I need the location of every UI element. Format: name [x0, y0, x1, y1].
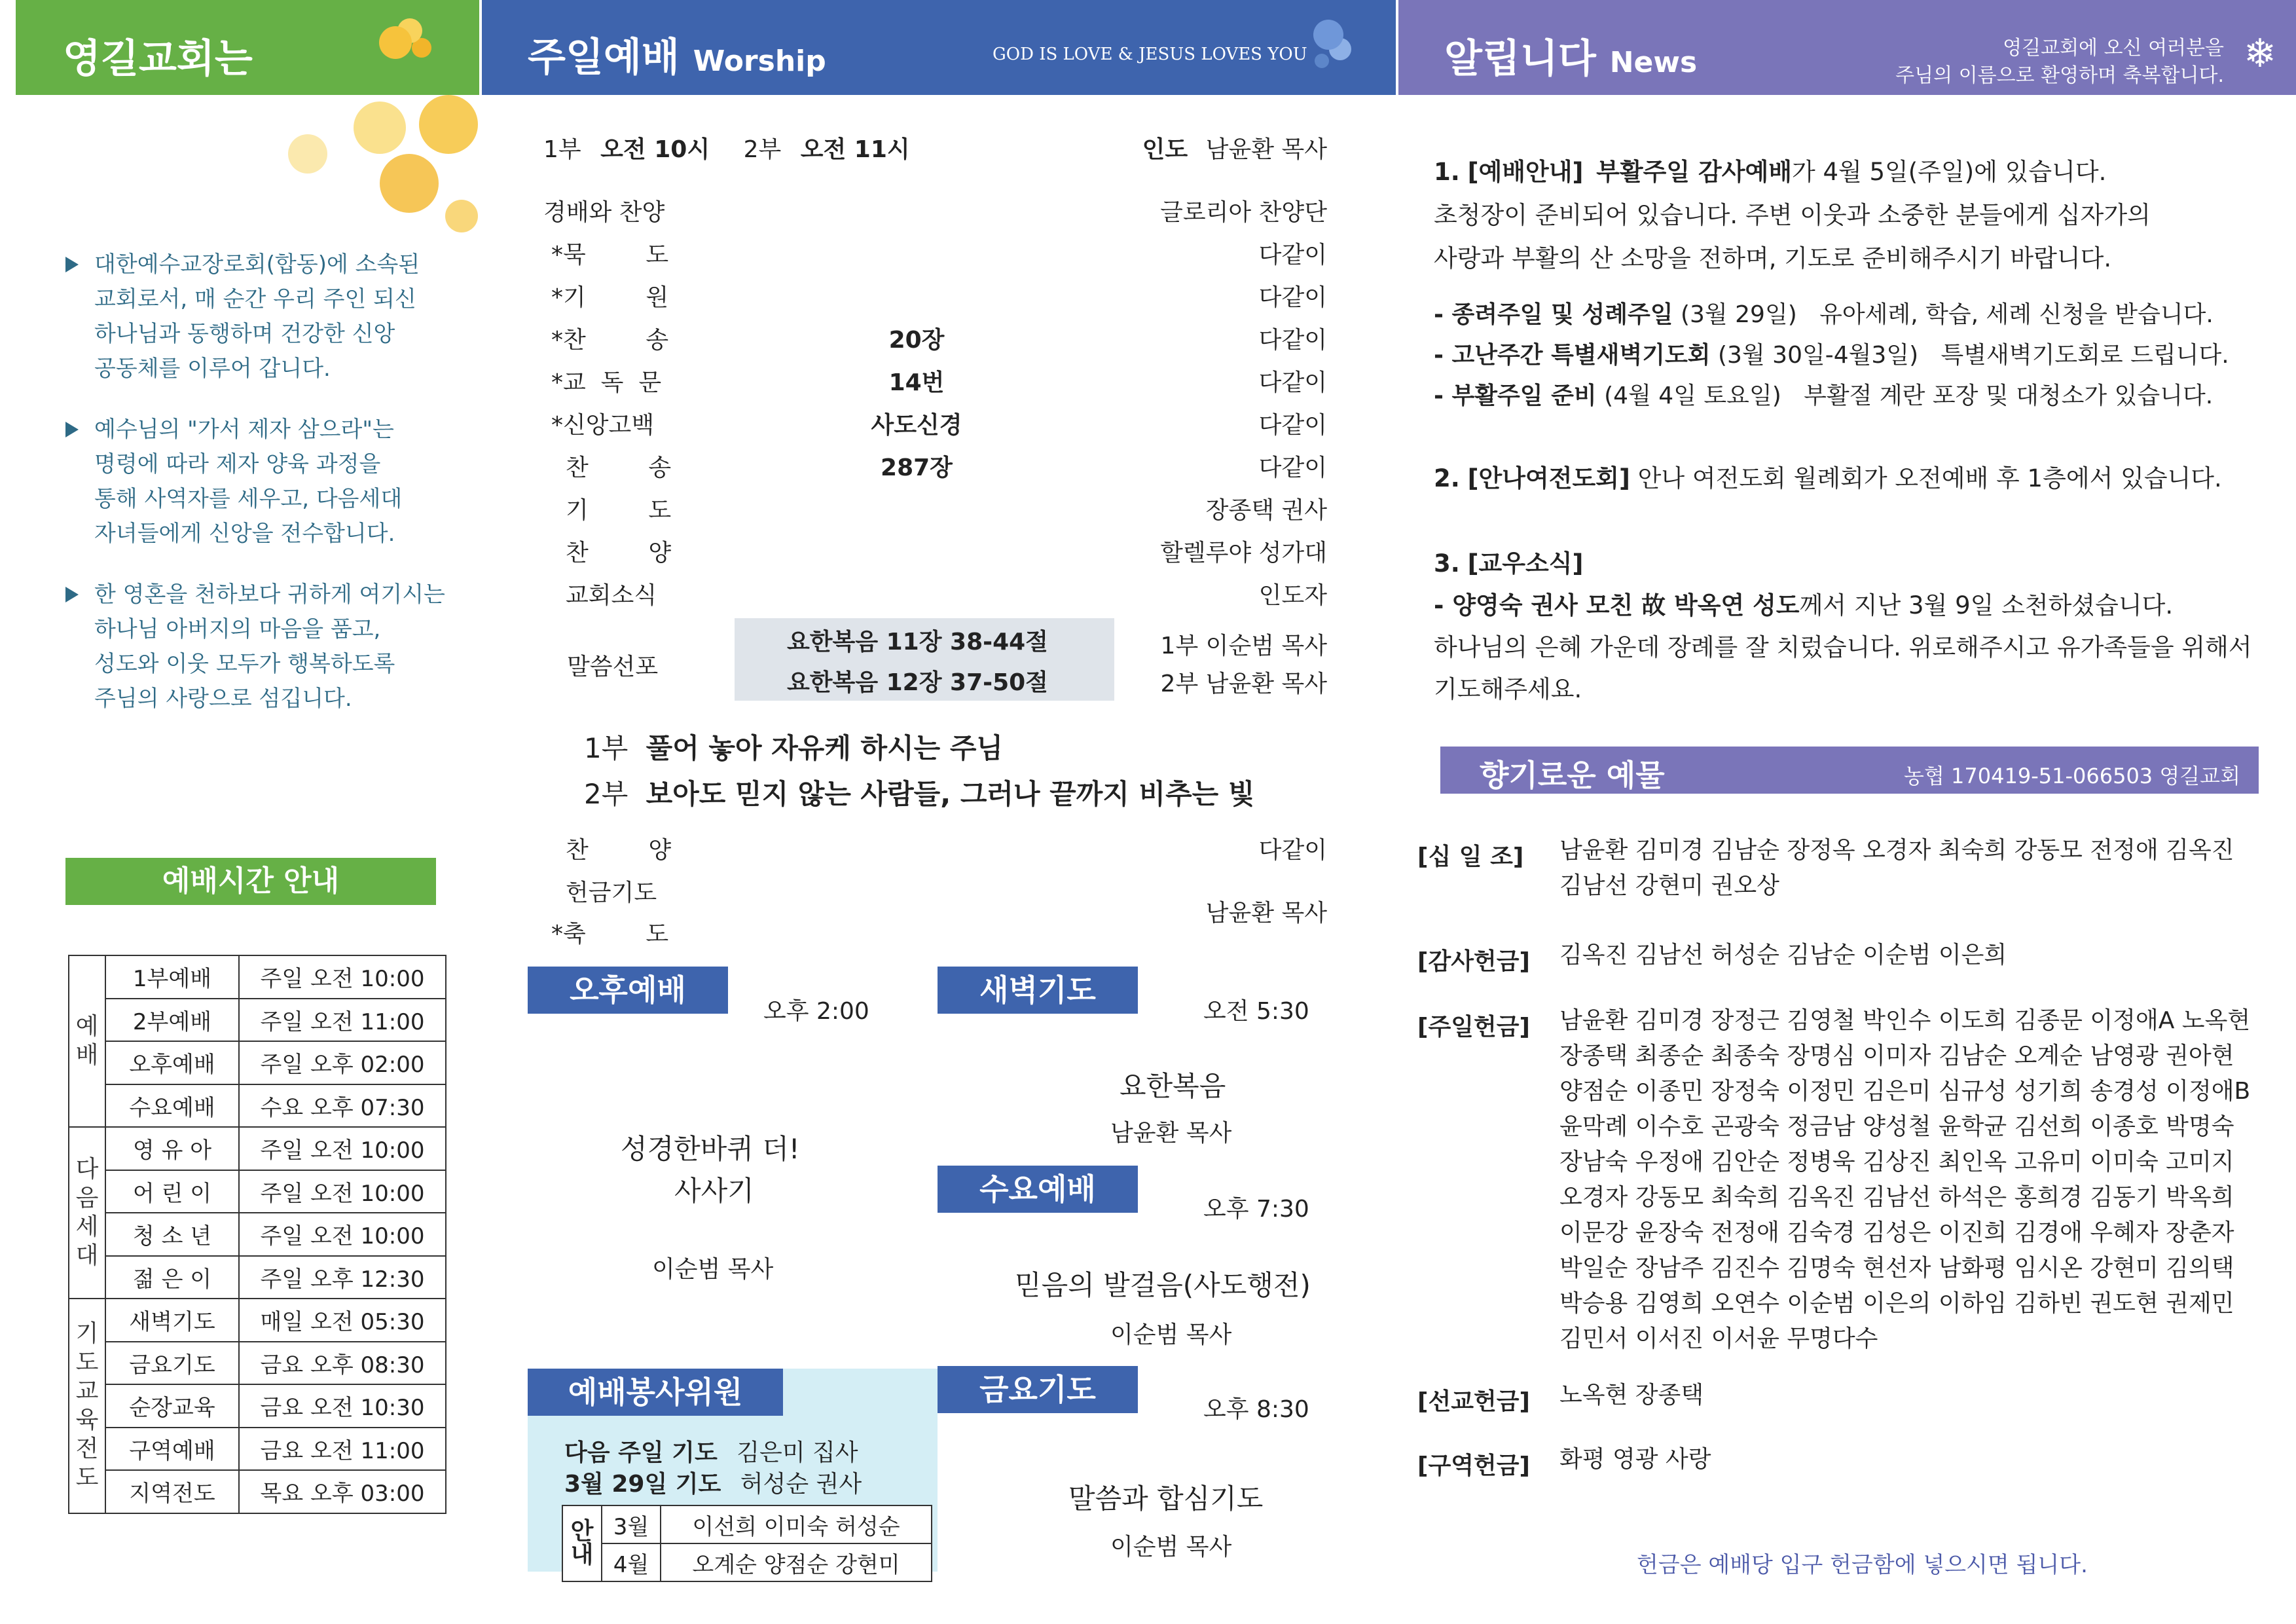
schedule-time: 주일 오전 10:00	[239, 1170, 446, 1213]
guide-label: 안 내	[562, 1505, 602, 1581]
schedule-service: 영 유 아	[105, 1127, 239, 1170]
news3-line: 기도해주세요.	[1434, 675, 1582, 703]
welcome-line-2: 주님의 이름으로 환영하며 축복합니다.	[1895, 64, 2224, 87]
next-prayer	[564, 1434, 858, 1467]
schedule-row	[69, 1384, 446, 1428]
guide-month: 3월	[602, 1505, 661, 1543]
sermon-title-2	[584, 773, 1254, 812]
welcome-line-1: 영길교회에 오신 여러분을	[2003, 37, 2224, 60]
bullet-line: 하나님 아버지의 마음을 품고,	[94, 616, 381, 642]
offering-names-line: 김민서 이서진 이서윤 무명다수	[1559, 1325, 1878, 1352]
offering-names	[1559, 1003, 2280, 1357]
right-header-en: News	[1609, 46, 1698, 79]
order-item: *신앙고백	[551, 412, 655, 439]
middle-header-motto: GOD IS LOVE & JESUS LOVES YOU	[993, 45, 1307, 64]
schedule-row	[69, 1041, 446, 1084]
offering-names-line: 남윤환 김미경 장정근 김영철 박인수 이도희 김종문 이정애A 노옥현	[1559, 1007, 2251, 1034]
afternoon-line2: 사사기	[674, 1175, 754, 1207]
schedule-service: 젊 은 이	[105, 1256, 239, 1299]
closing-who-1: 다같이	[1258, 837, 1327, 864]
sermon-title-1	[584, 727, 1003, 766]
offering-names-line: 장종택 최종순 최종숙 장명심 이미자 김남순 오계순 남영광 권아현	[1559, 1043, 2234, 1069]
bullet-line: 통해 사역자를 세우고, 다음세대	[94, 486, 403, 512]
friday-title: 금요기도	[938, 1366, 1138, 1413]
order-who: 다같이	[1258, 412, 1327, 439]
dawn-pastor: 남윤환 목사	[1110, 1120, 1232, 1147]
news-num: 3.	[1434, 549, 1460, 578]
offering-names-line: 남윤환 김미경 김남순 장정옥 오경자 최숙희 강동모 전정애 김옥진	[1559, 837, 2234, 864]
schedule-group-label: 기 도 교 육 전 도	[69, 1299, 105, 1513]
middle-header-en: Worship	[693, 45, 826, 78]
schedule-service: 청 소 년	[105, 1213, 239, 1256]
guide-month: 4월	[602, 1543, 661, 1581]
bullet-line: 예수님의 "가서 제자 삼으라"는	[94, 416, 394, 443]
date-prayer-name: 허성순 권사	[740, 1471, 862, 1498]
schedule-service: 1부예배	[105, 955, 239, 999]
schedule-row	[69, 1213, 446, 1256]
left-header-title: 영길교회는	[63, 36, 253, 82]
order-who: 글로리아 찬양단	[1160, 199, 1327, 226]
schedule-row	[69, 999, 446, 1042]
schedule-time: 금요 오전 11:00	[239, 1428, 446, 1471]
offering-names	[1559, 1442, 2280, 1477]
intro-bullet-text	[94, 248, 474, 386]
schedule-time: 주일 오후 12:30	[239, 1256, 446, 1299]
schedule-service: 수요예배	[105, 1084, 239, 1128]
offering-names-line: 이문강 윤장숙 전정애 김숙경 김성은 이진희 김경애 우혜자 장춘자	[1559, 1219, 2234, 1246]
order-content: 287장	[881, 454, 953, 481]
afternoon-title: 오후예배	[528, 967, 728, 1014]
scripture-1: 요한복음 11장 38-44절	[787, 629, 1048, 655]
intro-bullet-text	[94, 578, 474, 716]
offering-label: [십 일 조]	[1417, 843, 1524, 870]
offering-names-line: 박승용 김영희 오연수 이순범 이은의 이하임 김하빈 권도현 권제민	[1559, 1290, 2234, 1317]
schedule-time: 매일 오전 05:30	[239, 1299, 446, 1342]
schedule-service: 순장교육	[105, 1384, 239, 1428]
schedule-time: 주일 오전 10:00	[239, 955, 446, 999]
middle-header-ko: 주일예배	[528, 35, 680, 81]
order-item: 기 도	[566, 497, 672, 524]
order-item: 경배와 찬양	[543, 199, 665, 226]
triangle-bullet-icon	[65, 587, 79, 602]
order-who: 다같이	[1258, 327, 1327, 354]
wednesday-title: 수요예배	[938, 1166, 1138, 1213]
blue-flower-icon	[1313, 20, 1343, 50]
news3-head	[1434, 544, 1583, 579]
schedule-table	[68, 955, 446, 1514]
news1-item	[1434, 377, 2213, 411]
order-who: 다같이	[1258, 369, 1327, 396]
schedule-time: 수요 오후 07:30	[239, 1084, 446, 1128]
closing-item-1: 찬 양	[566, 837, 672, 864]
offering-names-line: 박일순 장남주 김진수 김명숙 현선자 남화평 임시온 강현미 김의택	[1559, 1255, 2234, 1282]
schedule-service: 금요기도	[105, 1342, 239, 1385]
news3-line: 하나님의 은혜 가운데 장례를 잘 치렀습니다. 위로해주시고 유가족들을 위해서	[1434, 633, 2252, 661]
schedule-row	[69, 1342, 446, 1385]
flower-icon	[445, 200, 478, 232]
dawn-title: 새벽기도	[938, 967, 1138, 1014]
schedule-service: 지역전도	[105, 1470, 239, 1513]
offering-names	[1559, 833, 2280, 904]
news-item-bold: - 부활주일 준비	[1434, 382, 1597, 409]
news-rest: 가 4월 5일(주일)에 있습니다.	[1791, 158, 2107, 186]
news-tag: [예배안내]	[1467, 158, 1584, 186]
bullet-line: 하나님과 동행하며 건강한 신앙	[94, 321, 395, 347]
middle-header-title	[528, 26, 826, 83]
order-who: 다같이	[1258, 242, 1327, 268]
servants-title: 예배봉사위원	[528, 1369, 783, 1416]
schedule-service: 오후예배	[105, 1041, 239, 1084]
service-times	[543, 131, 910, 164]
schedule-row	[69, 1127, 446, 1170]
flower-icon	[354, 101, 406, 154]
bullet-line: 명령에 따라 제자 양육 과정을	[94, 451, 381, 477]
snowflake-icon: ❄	[2243, 31, 2276, 77]
offering-names-line: 김남선 강현미 권오상	[1559, 872, 1779, 899]
news-item-rest: 께서 지난 3월 9일 소천하셨습니다.	[1799, 591, 2174, 619]
schedule-time: 금요 오전 10:30	[239, 1384, 446, 1428]
scripture-box	[735, 618, 1114, 701]
news-item-bold: - 양영숙 권사 모친 故 박옥연 성도	[1434, 591, 1800, 619]
schedule-row	[69, 1470, 446, 1513]
date-prayer	[564, 1466, 862, 1499]
triangle-bullet-icon	[65, 257, 79, 272]
bullet-line: 공동체를 이루어 갑니다.	[94, 356, 331, 382]
news-num: 2.	[1434, 464, 1460, 492]
schedule-service: 새벽기도	[105, 1299, 239, 1342]
order-content: 20장	[888, 327, 945, 354]
offering-names-line: 장남숙 우정애 김안순 정병욱 김상진 최인옥 고유미 이미숙 고미지	[1559, 1149, 2234, 1175]
bullet-line: 주님의 사랑으로 섬깁니다.	[94, 686, 352, 712]
closing-item-2: 헌금기도	[566, 879, 657, 906]
guide-names: 이선희 이미숙 허성순	[661, 1505, 932, 1543]
schedule-row	[69, 1428, 446, 1471]
schedule-group-label: 예 배	[69, 955, 105, 1127]
schedule-time: 주일 오전 11:00	[239, 999, 446, 1042]
bullet-line: 자녀들에게 신앙을 전수합니다.	[94, 521, 395, 547]
offering-header	[1440, 747, 2259, 794]
afternoon-time: 오후 2:00	[763, 998, 869, 1025]
schedule-time: 주일 오전 10:00	[239, 1213, 446, 1256]
left-header	[16, 0, 479, 95]
schedule-title: 예배시간 안내	[65, 858, 436, 905]
friday-pastor: 이순범 목사	[1110, 1534, 1232, 1560]
schedule-time: 주일 오후 02:00	[239, 1041, 446, 1084]
worship-leader	[1142, 131, 1327, 164]
sermon-title: 보아도 믿지 않는 사람들, 그러나 끝까지 비추는 빛	[646, 778, 1255, 810]
next-prayer-label: 다음 주일 기도	[564, 1439, 718, 1466]
news1-head	[1434, 152, 2106, 187]
offering-label: [감사헌금]	[1417, 948, 1531, 975]
order-who: 다같이	[1258, 284, 1327, 311]
offering-names-line: 김옥진 김남선 허성순 김남순 이순범 이은희	[1559, 942, 2007, 969]
offering-label: [구역헌금]	[1417, 1452, 1531, 1479]
news-item-bold: - 고난주간 특별새벽기도회	[1434, 342, 1711, 369]
order-who: 장종택 권사	[1205, 497, 1327, 524]
part1-label: 1부	[543, 136, 581, 163]
news-event: 부활주일 감사예배	[1596, 158, 1792, 186]
flower-icon	[288, 134, 327, 174]
sermon-label: 말씀선포	[567, 654, 659, 680]
schedule-group-label: 다 음 세 대	[69, 1127, 105, 1299]
sermon-title: 풀어 놓아 자유케 하시는 주님	[646, 732, 1004, 764]
guide-table	[562, 1505, 932, 1582]
news3-item	[1434, 585, 2173, 621]
order-who: 다같이	[1258, 454, 1327, 481]
scripture-2: 요한복음 12장 37-50절	[787, 669, 1048, 696]
sermon-part: 1부	[584, 732, 629, 764]
news-item-rest: (4월 4일 토요일) 부활절 계란 포장 및 대청소가 있습니다.	[1596, 382, 2214, 409]
bullet-line: 한 영혼을 천하보다 귀하게 여기시는	[94, 581, 445, 608]
bullet-line: 성도와 이웃 모두가 행복하도록	[94, 651, 395, 677]
news1-line: 초청장이 준비되어 있습니다. 주변 이웃과 소중한 분들에게 십자가의	[1434, 201, 2151, 229]
offering-names-line: 윤막례 이수호 곤광숙 정금남 양성철 윤학균 김선희 이종호 박명숙	[1559, 1113, 2234, 1140]
wednesday-line1: 믿음의 발걸음(사도행전)	[1015, 1269, 1311, 1301]
order-item: 교회소식	[566, 582, 657, 609]
leader-name: 남윤환 목사	[1205, 136, 1327, 163]
offering-names-line: 양점순 이종민 장정숙 이정민 김은미 심규성 성기희 송경성 이정애B	[1559, 1078, 2251, 1105]
intro-bullet-3	[65, 578, 458, 722]
offering-names-line: 오경자 강동모 최숙희 김옥진 김남선 하석은 홍희경 김동기 박옥희	[1559, 1184, 2234, 1211]
news-tag: [교우소식]	[1467, 549, 1584, 578]
intro-bullet-1	[65, 248, 458, 392]
afternoon-pastor: 이순범 목사	[652, 1256, 774, 1283]
intro-bullet-text	[94, 413, 474, 551]
order-who: 할렐루야 성가대	[1160, 540, 1327, 566]
guide-names: 오계순 양점순 강현미	[661, 1543, 932, 1581]
schedule-row	[69, 1299, 446, 1342]
news-rest: 안나 여전도회 월례회가 오전예배 후 1층에서 있습니다.	[1630, 464, 2222, 492]
schedule-time: 금요 오후 08:30	[239, 1342, 446, 1385]
schedule-service: 2부예배	[105, 999, 239, 1042]
news1-item	[1434, 337, 2229, 370]
news1-line: 사랑과 부활의 산 소망을 전하며, 기도로 준비해주시기 바랍니다.	[1434, 244, 2112, 272]
leader-label: 인도	[1142, 136, 1188, 163]
bank-account: 농협 170419-51-066503 영길교회	[1904, 764, 2240, 788]
offering-label: [선교헌금]	[1417, 1388, 1531, 1415]
triangle-bullet-icon	[65, 422, 79, 437]
news-item-rest: (3월 29일) 유아세례, 학습, 세례 신청을 받습니다.	[1673, 301, 2214, 328]
offering-names	[1559, 1378, 2280, 1413]
schedule-time: 주일 오전 10:00	[239, 1127, 446, 1170]
order-item: *교 독 문	[551, 369, 662, 396]
order-item: 찬 양	[566, 540, 672, 566]
news1-item	[1434, 296, 2214, 329]
news-num: 1.	[1434, 158, 1460, 186]
schedule-time: 목요 오후 03:00	[239, 1470, 446, 1513]
date-prayer-label: 3월 29일 기도	[564, 1471, 721, 1498]
order-item: *찬 송	[551, 327, 669, 354]
part1-time: 오전 10시	[600, 136, 710, 163]
offering-names-line: 화평 영광 사랑	[1559, 1446, 1711, 1473]
order-content: 사도신경	[871, 412, 962, 439]
flower-icon	[380, 154, 439, 213]
sermon-part: 2부	[584, 778, 629, 810]
closing-item-3: *축 도	[551, 921, 669, 948]
news-tag: [안나여전도회]	[1467, 464, 1630, 492]
order-content: 14번	[888, 369, 945, 396]
offering-title: 향기로운 예물	[1480, 758, 1665, 793]
schedule-row	[69, 1256, 446, 1299]
offering-footer: 헌금은 예배당 입구 헌금함에 넣으시면 됩니다.	[1637, 1552, 2088, 1578]
order-who: 인도자	[1258, 582, 1327, 609]
right-header	[1398, 0, 2296, 95]
order-item: *기 원	[551, 284, 669, 311]
schedule-row	[69, 1084, 446, 1128]
part2-label: 2부	[743, 136, 782, 163]
closing-pastor: 남윤환 목사	[1205, 900, 1327, 927]
schedule-service: 구역예배	[105, 1428, 239, 1471]
offering-names	[1559, 938, 2280, 973]
flower-icon	[379, 26, 412, 59]
schedule-service: 어 린 이	[105, 1170, 239, 1213]
offering-label: [주일헌금]	[1417, 1014, 1531, 1041]
afternoon-line1: 성경한바퀴 더!	[621, 1133, 800, 1165]
news-item-rest: (3월 30일-4월3일) 특별새벽기도회로 드립니다.	[1710, 342, 2229, 369]
news-item-bold: - 종려주일 및 성례주일	[1434, 301, 1673, 328]
right-header-ko: 알립니다	[1444, 36, 1596, 82]
wednesday-time: 오후 7:30	[1203, 1196, 1309, 1223]
news2-head	[1434, 458, 2222, 494]
next-prayer-name: 김은미 집사	[737, 1439, 858, 1466]
schedule-row	[69, 955, 446, 999]
part2-time: 오전 11시	[800, 136, 910, 163]
friday-time: 오후 8:30	[1203, 1396, 1309, 1423]
dawn-line1: 요한복음	[1120, 1070, 1226, 1102]
preacher-2: 2부 남윤환 목사	[1160, 671, 1327, 697]
wednesday-pastor: 이순범 목사	[1110, 1321, 1232, 1348]
preacher-1: 1부 이순범 목사	[1160, 633, 1327, 659]
intro-bullet-2	[65, 413, 458, 557]
middle-header	[482, 0, 1396, 95]
right-header-title	[1444, 28, 1697, 84]
bullet-line: 대한예수교장로회(합동)에 소속된	[94, 251, 420, 278]
dawn-time: 오전 5:30	[1203, 998, 1309, 1025]
flower-decoration	[183, 95, 478, 232]
bullet-line: 교회로서, 매 순간 우리 주인 되신	[94, 286, 416, 312]
order-item: 찬 송	[566, 454, 672, 481]
schedule-row	[69, 1170, 446, 1213]
offering-names-line: 노옥현 장종택	[1559, 1382, 1704, 1409]
friday-line1: 말씀과 합심기도	[1068, 1483, 1264, 1515]
flower-icon	[419, 95, 478, 154]
order-item: *묵 도	[551, 242, 669, 268]
